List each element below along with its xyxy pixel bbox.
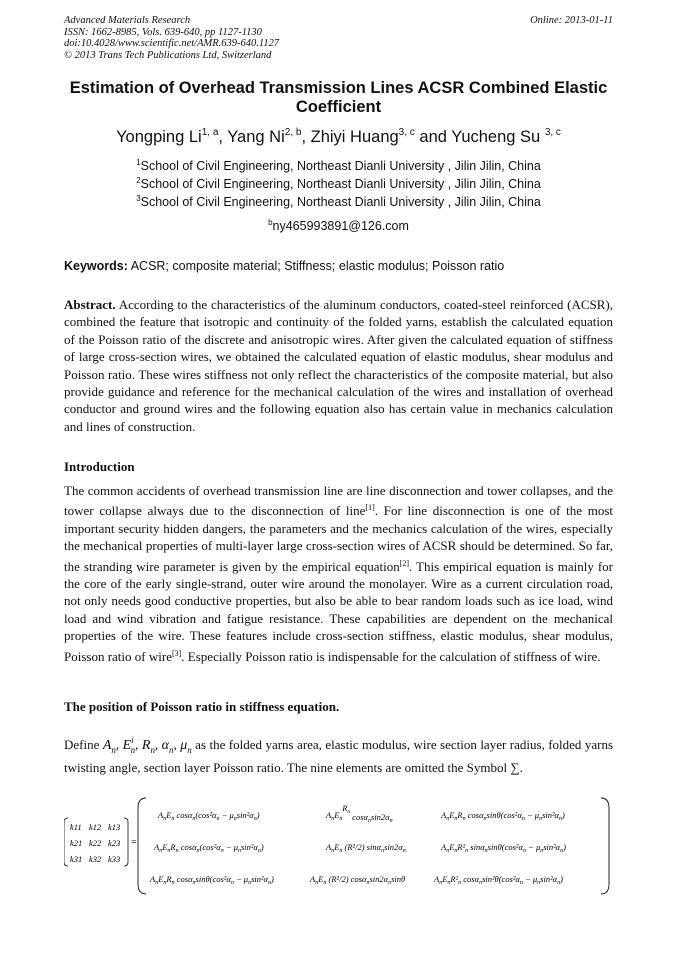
email-sup: b	[268, 218, 273, 227]
author-name: Zhiyi Huang	[310, 128, 399, 146]
email-text: ny465993891@126.com	[272, 219, 409, 233]
equals-sign: =	[131, 837, 137, 848]
author-sup: 3, c	[544, 127, 561, 138]
abstract-text: According to the characteristics of the aluminum conductors, coated-steel reinforced (ACSR), combined the feature that isotropic and continuity of the folded yarns, establish the calculated equation of the Poisson ratio of the discrete and anisotropic wires. After given the calculated equation of stiffness of large cross-section wires, we obtained the calculated equation of elastic modulus, shear modulus and Poisson ratio. These wires stiffness not only reflect the characteristics of the composite material, but also provide guidance and reference for the mechanical calculation of the wires and installation of overhead conductor and ground wires and the following equation also has certain value in mechanics calculation and lines of construction.	[64, 297, 613, 434]
symbol-poisson: $\mu_n$	[180, 738, 192, 755]
k-entry: k11	[70, 822, 82, 832]
k-entry: k33	[108, 854, 121, 864]
define-word: Define	[64, 737, 100, 752]
author-and: and	[419, 128, 447, 146]
keywords	[64, 259, 613, 273]
k-entry: k32	[89, 854, 102, 864]
issn-line: ISSN: 1662-8985, Vols. 639-640, pp 1127-1130	[64, 26, 262, 38]
k-entry: k23	[108, 838, 121, 848]
symbol-elastic-modulus: $E^i_n$	[122, 735, 136, 755]
affiliation-sup: 3	[136, 194, 141, 203]
author-email	[64, 218, 613, 233]
symbol-radius: $R_n$	[141, 738, 155, 755]
matrix-element: $A_nE_nR_n$ $\cos\alpha_n\sin\theta(\cos^2\alpha_n - \mu_n\sin^2\alpha_n)$	[441, 810, 565, 822]
abstract-label: Abstract.	[64, 297, 116, 312]
definition-text: as the folded yarns area, elastic modulus, wire section layer radius, folded yarns twisting angle, section layer Poisson ratio. The nine elements are omitted the Symbol ∑.	[64, 737, 614, 776]
author-sep: ,	[301, 128, 311, 146]
section-heading-introduction: Introduction	[64, 459, 135, 474]
author-name: Yongping Li	[116, 128, 202, 146]
abstract	[64, 296, 613, 435]
matrix-element: $A_nE_nR_n$ $\cos\alpha_n\sin\theta(\cos^2\alpha_n - \mu_n\sin^2\alpha_n)$	[150, 874, 274, 886]
intro-text: . For line disconnection is one of the most important security hidden dangers, the parameters and the mechanics calculation of the wires, especially the mechanical properties of multi-layer large cross-section wires of ACSR should be determined. So far, the stranding wire parameter is given by the empirical equation	[64, 503, 613, 574]
citation: [2]	[399, 558, 410, 568]
journal-header	[64, 15, 279, 61]
section-heading-poisson: The position of Poisson ratio in stiffness equation.	[64, 699, 340, 714]
journal-name: Advanced Materials Research	[64, 15, 191, 26]
matrix-element: $A_nE_nR_n$ $\cos\alpha_n(\cos^2\alpha_n - \mu_n\sin^2\alpha_n)$	[154, 842, 264, 854]
citation: [1]	[365, 503, 375, 513]
stiffness-matrix-equation	[64, 796, 613, 896]
k-entry: k22	[89, 838, 102, 848]
author-sup: 1, a	[201, 127, 219, 138]
introduction-paragraph	[64, 482, 613, 665]
paper-title: Estimation of Overhead Transmission Lines ACSR Combined Elastic Coefficient	[69, 79, 608, 116]
intro-text: . This empirical equation is mainly for the core of the early single-strand, outer wire around the monolayer. Wire as a current circulation road, not only needs good conductive properties, but also be able to bear random loads such as ice load, wind load and wind vibration and fatigue resistance. These capabilities are dependent on the mechanical properties of the wire. These features include cross-section stiffness, elastic modulus, shear modulus, Poisson ratio of wire	[64, 558, 613, 664]
doi-line: doi:10.4028/www.scientific.net/AMR.639-640.1127	[64, 38, 280, 49]
matrix-element: $A_nE_n$ (R²/2) $\cos\alpha_n\sin 2\alpha_n\sin\theta$	[310, 874, 406, 886]
matrix-element: $A_nE_n$ (R²/2) $\sin\alpha_n\sin 2\alpha_n$	[326, 842, 406, 854]
author-sep: ,	[218, 128, 228, 146]
author-sup: 3, c	[398, 127, 415, 138]
rhs-right-paren	[601, 798, 609, 894]
intro-text: . Especially Poisson ratio is indispensable for the calculation of stiffness of wire.	[181, 648, 601, 664]
symbol-area: $A_n$	[102, 738, 116, 755]
k-entry: k31	[70, 854, 83, 864]
k-entry: k12	[89, 822, 102, 832]
author-name: Yucheng Su	[451, 128, 541, 146]
matrix-element: $A_nE_nR^2_n$ $\cos\alpha_n\sin^2\theta(\cos^2\alpha_n - \mu_n\sin^2\alpha_n)$	[434, 874, 563, 886]
matrix-element: $A_nE_nR^2_n$ $\sin\alpha_n\sin\theta(\cos^2\alpha_n - \mu_n\sin^2\alpha_n)$	[441, 842, 566, 854]
symbol-angle: $\alpha_n$	[161, 738, 174, 755]
affiliation-text: School of Civil Engineering, Northeast Dianli University , Jilin Jilin, China	[140, 177, 541, 191]
affiliation-sup: 1	[136, 158, 141, 167]
citation: [3]	[171, 648, 182, 658]
keywords-label: Keywords:	[64, 259, 128, 273]
k-entry: k21	[70, 838, 83, 848]
copyright-line: © 2013 Trans Tech Publications Ltd, Switzerland	[64, 49, 272, 61]
online-date: Online: 2013-01-11	[530, 15, 613, 26]
matrix-element: $A_nE_nR_n$ $\cos\alpha_n\sin 2\alpha_n$	[326, 804, 393, 824]
affiliation	[64, 194, 613, 209]
k-entry: k13	[108, 822, 121, 832]
matrix-element: $A_nE_n$ $\cos\alpha_n(\cos^2\alpha_n - \mu_n\sin^2\alpha_n)$	[158, 810, 260, 822]
affiliation	[64, 176, 613, 191]
definition-paragraph: Define $A_n$, $E^i_n$, $R_n$, $\alpha_n$, $\mu_n$ as the folded yarns area, elastic modulus, wire section layer radius, folded yarns twisting angle, section layer Poisson ratio. The nine elements are omitted the Symbol ∑.	[64, 735, 614, 776]
affiliation-text: School of Civil Engineering, Northeast Dianli University , Jilin Jilin, China	[140, 159, 541, 173]
k-matrix-left-paren	[64, 818, 68, 866]
rhs-left-paren	[138, 798, 146, 894]
affiliation-text: School of Civil Engineering, Northeast Dianli University , Jilin Jilin, China	[140, 195, 541, 209]
author-sup: 2, b	[284, 127, 302, 138]
intro-text: The common accidents of overhead transmission line are line disconnection and tower collapses, and the tower collapse always due to the disconnection of line	[64, 483, 613, 519]
author-name: Yang Ni	[227, 128, 285, 146]
keywords-text: ACSR; composite material; Stiffness; elastic modulus; Poisson ratio	[130, 259, 505, 273]
affiliation	[64, 158, 613, 173]
author-list	[64, 127, 613, 147]
k-matrix-right-paren	[124, 818, 128, 866]
affiliation-sup: 2	[136, 176, 141, 185]
